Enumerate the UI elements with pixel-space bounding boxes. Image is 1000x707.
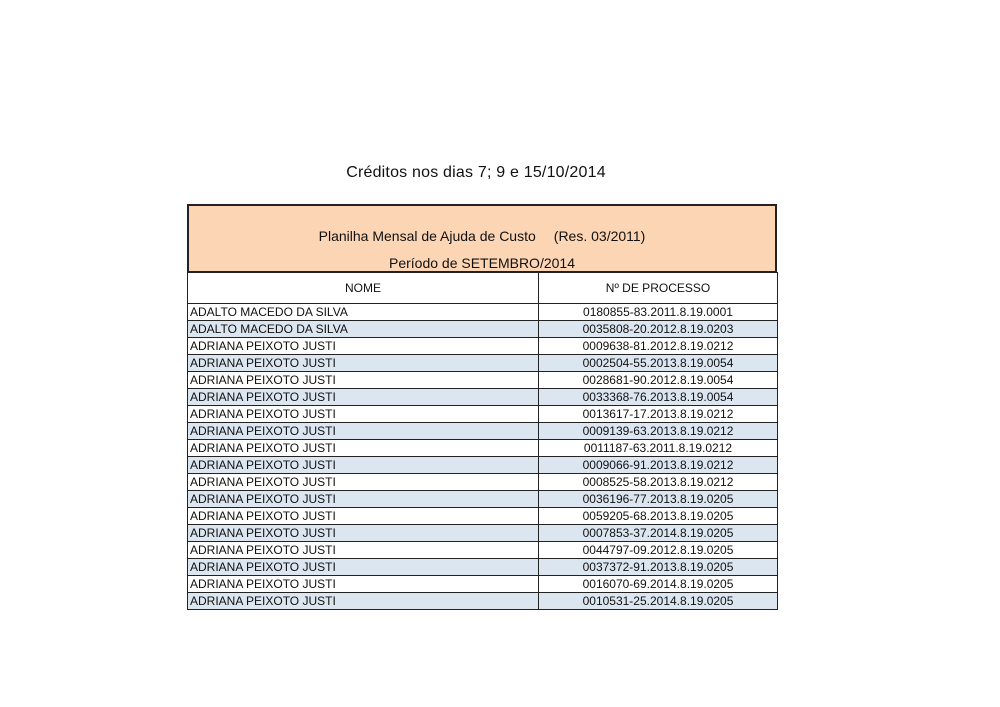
column-header-processo: Nº DE PROCESSO <box>539 273 778 304</box>
table-row <box>188 559 778 576</box>
cell-processo: 0059205-68.2013.8.19.0205 <box>539 508 778 525</box>
page-title: Créditos nos dias 7; 9 e 15/10/2014 <box>346 164 606 181</box>
cell-processo: 0033368-76.2013.8.19.0054 <box>539 389 778 406</box>
cell-processo: 0011187-63.2011.8.19.0212 <box>539 440 778 457</box>
cell-nome: ADRIANA PEIXOTO JUSTI <box>188 508 539 525</box>
cell-processo: 0002504-55.2013.8.19.0054 <box>539 355 778 372</box>
cell-nome: ADRIANA PEIXOTO JUSTI <box>188 474 539 491</box>
banner-period: Período de SETEMBRO/2014 <box>389 255 575 271</box>
table-row <box>188 372 778 389</box>
process-table <box>187 272 778 610</box>
table-row <box>188 355 778 372</box>
table-row <box>188 576 778 593</box>
cell-processo: 0028681-90.2012.8.19.0054 <box>539 372 778 389</box>
table-body <box>188 304 778 610</box>
cell-nome: ADRIANA PEIXOTO JUSTI <box>188 389 539 406</box>
cell-nome: ADRIANA PEIXOTO JUSTI <box>188 372 539 389</box>
table-row <box>188 440 778 457</box>
banner-title: Planilha Mensal de Ajuda de Custo <box>318 228 536 244</box>
banner-title-line <box>189 228 775 244</box>
table-header-row <box>188 273 778 304</box>
table-row <box>188 508 778 525</box>
table-row <box>188 423 778 440</box>
cell-nome: ADALTO MACEDO DA SILVA <box>188 304 539 321</box>
cell-processo: 0037372-91.2013.8.19.0205 <box>539 559 778 576</box>
table-row <box>188 457 778 474</box>
cell-nome: ADRIANA PEIXOTO JUSTI <box>188 355 539 372</box>
cell-processo: 0044797-09.2012.8.19.0205 <box>539 542 778 559</box>
table-row <box>188 542 778 559</box>
spreadsheet <box>187 204 777 610</box>
table-row <box>188 321 778 338</box>
cell-nome: ADRIANA PEIXOTO JUSTI <box>188 576 539 593</box>
table-row <box>188 491 778 508</box>
cell-nome: ADRIANA PEIXOTO JUSTI <box>188 406 539 423</box>
table-row <box>188 304 778 321</box>
cell-nome: ADRIANA PEIXOTO JUSTI <box>188 423 539 440</box>
cell-processo: 0010531-25.2014.8.19.0205 <box>539 593 778 610</box>
cell-nome: ADRIANA PEIXOTO JUSTI <box>188 440 539 457</box>
cell-nome: ADRIANA PEIXOTO JUSTI <box>188 338 539 355</box>
cell-processo: 0008525-58.2013.8.19.0212 <box>539 474 778 491</box>
table-row <box>188 474 778 491</box>
cell-nome: ADRIANA PEIXOTO JUSTI <box>188 491 539 508</box>
column-header-nome: NOME <box>188 273 539 304</box>
cell-nome: ADRIANA PEIXOTO JUSTI <box>188 525 539 542</box>
cell-nome: ADRIANA PEIXOTO JUSTI <box>188 559 539 576</box>
banner-resolution: (Res. 03/2011) <box>553 228 646 244</box>
cell-processo: 0016070-69.2014.8.19.0205 <box>539 576 778 593</box>
cell-processo: 0009139-63.2013.8.19.0212 <box>539 423 778 440</box>
cell-nome: ADRIANA PEIXOTO JUSTI <box>188 457 539 474</box>
cell-processo: 0009638-81.2012.8.19.0212 <box>539 338 778 355</box>
table-row <box>188 406 778 423</box>
table-row <box>188 338 778 355</box>
table-row <box>188 389 778 406</box>
cell-processo: 0013617-17.2013.8.19.0212 <box>539 406 778 423</box>
table-row <box>188 525 778 542</box>
table-row <box>188 593 778 610</box>
cell-nome: ADRIANA PEIXOTO JUSTI <box>188 593 539 610</box>
cell-processo: 0007853-37.2014.8.19.0205 <box>539 525 778 542</box>
cell-processo: 0009066-91.2013.8.19.0212 <box>539 457 778 474</box>
cell-processo: 0036196-77.2013.8.19.0205 <box>539 491 778 508</box>
cell-processo: 0180855-83.2011.8.19.0001 <box>539 304 778 321</box>
cell-nome: ADALTO MACEDO DA SILVA <box>188 321 539 338</box>
cell-nome: ADRIANA PEIXOTO JUSTI <box>188 542 539 559</box>
cell-processo: 0035808-20.2012.8.19.0203 <box>539 321 778 338</box>
sheet-banner <box>187 204 777 272</box>
